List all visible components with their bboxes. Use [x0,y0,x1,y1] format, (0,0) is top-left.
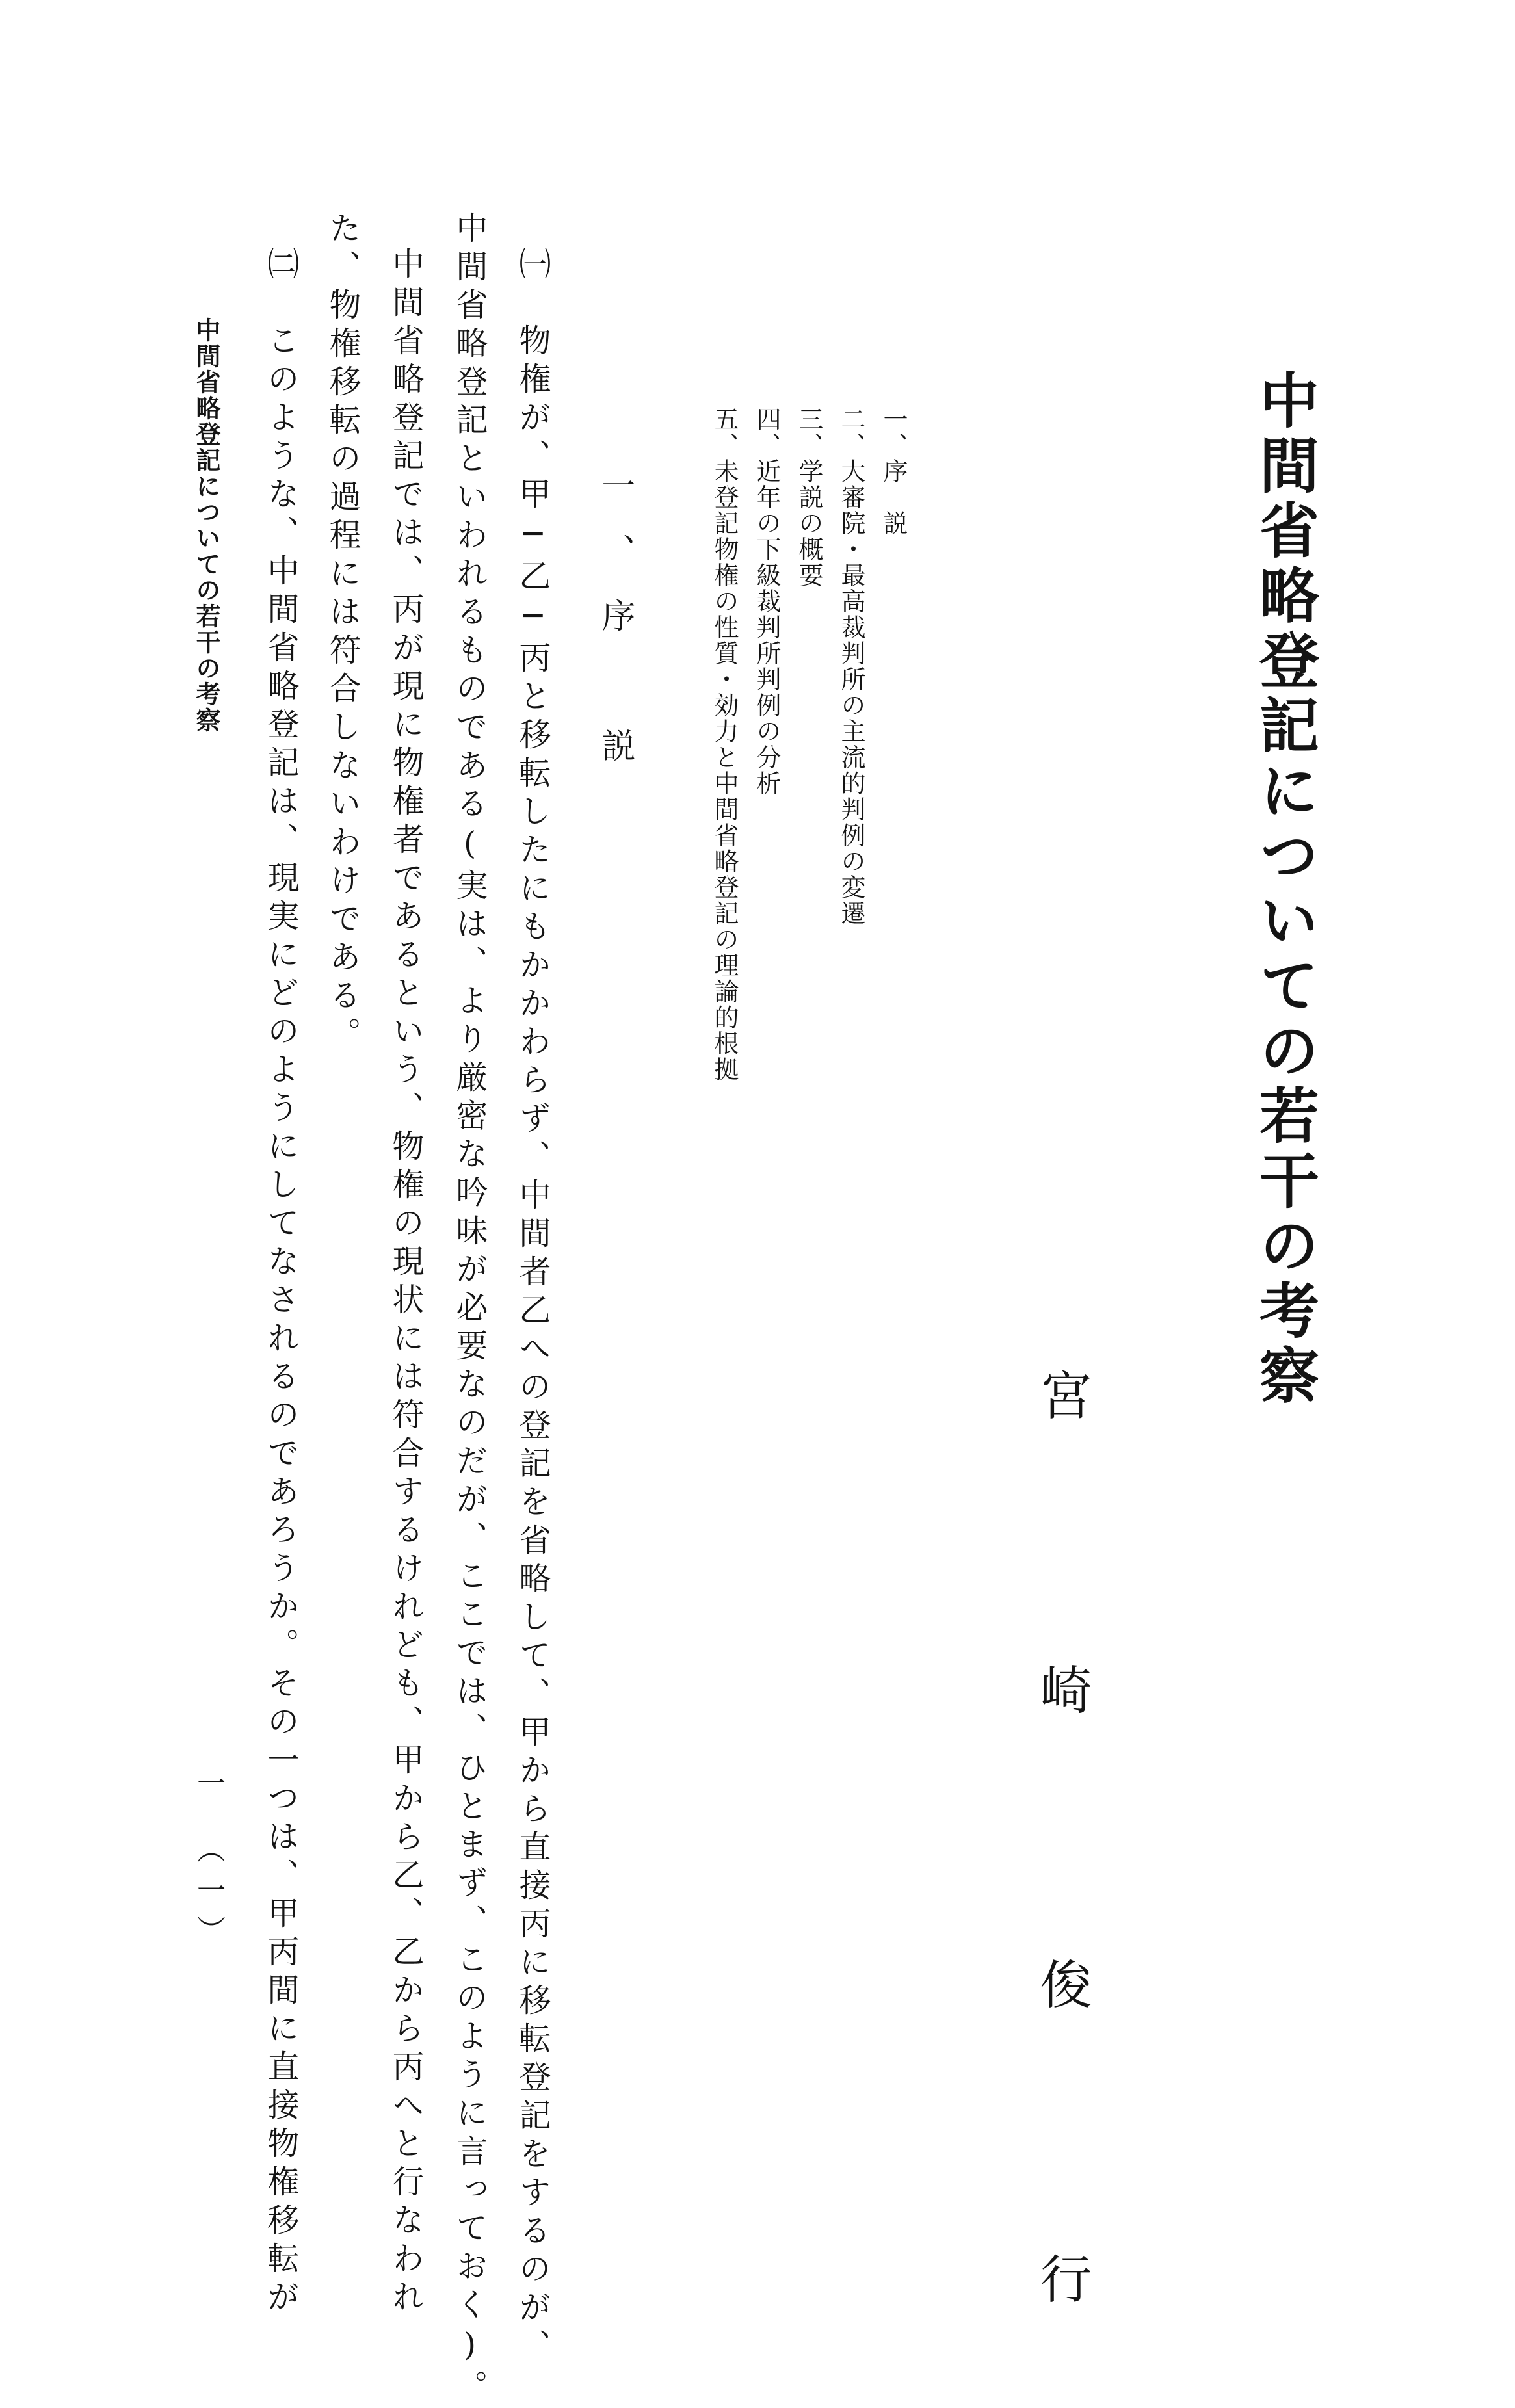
toc-item: 一、序 説 [879,406,908,536]
body-text-line: ㈡ このような、中間省略登記は、現実にどのようにしてなされるのであろうか。その一つは、甲丙間に直接物権移転が [263,247,300,2318]
toc-item: 五、未登記物権の性質・効力と中間省略登記の理論的根拠 [710,406,739,1082]
page-number: 一 （一） [192,1768,225,1956]
section-heading: 一、序 説 [596,468,635,793]
toc-item: 三、学説の概要 [795,406,823,588]
toc-item: 四、近年の下級裁判所判例の分析 [752,406,781,796]
body-text-line: た、物権移転の過程には符合しないわけである。 [324,211,362,1055]
body-text-line: 中間省略登記といわれるものである(実は、より厳密な吟味が必要なのだが、ここでは、ひとまず、このように言っておく)。 [451,211,488,2408]
article-title: 中間省略登記についての若干の考察 [1250,369,1320,1409]
author-name: 宮 崎 俊 行 [1031,1368,1092,2395]
toc-item: 二、大審院・最高裁判所の主流的判例の変遷 [837,406,865,926]
running-footer-title: 中間省略登記についての若干の考察 [192,317,221,733]
body-text-line: ㈠ 物権が、甲─乙─丙と移転したにもかかわらず、中間者乙への登記を省略して、甲から直接丙に移転登記をするのが、 [514,247,551,2367]
body-text-line: 中間省略登記では、丙が現に物権者であるという、物権の現状には符合するけれども、甲から乙、乙から丙へと行なわれ [388,247,425,2318]
